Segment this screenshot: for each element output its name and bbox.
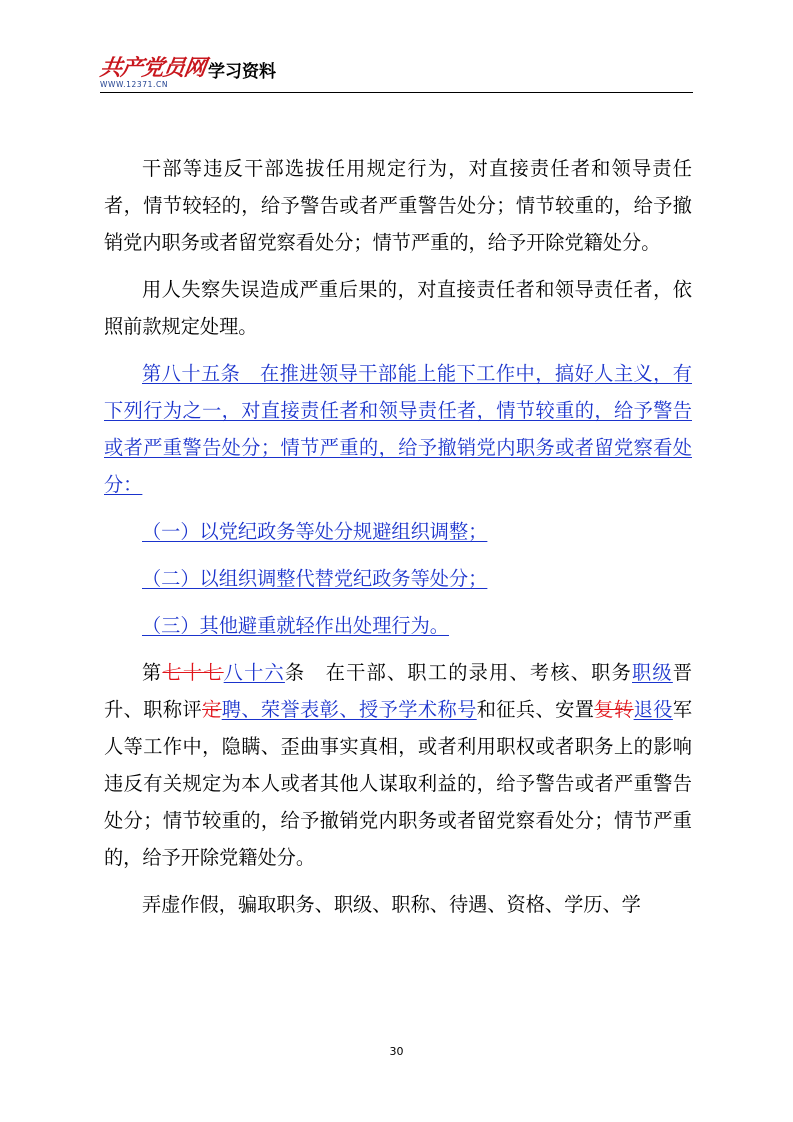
paragraph: [104, 355, 692, 503]
paragraph-gap: [104, 597, 692, 607]
body-text: 条 在干部、职工的录用、考核、职务: [284, 661, 632, 684]
page-header: [100, 56, 693, 93]
paragraph-gap: [104, 876, 692, 886]
body-text: 军人等工作中，隐瞒、歪曲事实真相，或者利用职权或者职务上的影响违反有关规定为本人或者其他人谋取利益的，给予警告或者严重警告处分；情节较重的，给予撤销党内职务或者留党察看处分；情节严重的，给予开除党籍处分。: [104, 698, 693, 869]
paragraph: [104, 607, 692, 644]
document-body: [104, 150, 692, 923]
body-text: 晋升、职称评: [104, 661, 693, 721]
inserted-text: （三）其他避重就轻作出处理行为。: [142, 614, 449, 637]
body-text: 第: [142, 661, 163, 684]
paragraph-gap: [104, 550, 692, 560]
paragraph: [104, 560, 692, 597]
paragraph-gap: [104, 644, 692, 654]
inserted-text: （二）以组织调整代替党纪政务等处分；: [142, 567, 488, 590]
deleted-text: 复转: [594, 698, 634, 721]
paragraph: [104, 271, 692, 345]
header-label: 学习资料: [208, 62, 276, 82]
inserted-text: 职级: [632, 661, 673, 684]
site-logo: 共产党员网: [98, 55, 207, 81]
paragraph-gap: [104, 345, 692, 355]
inserted-text: 聘、荣誉表彰、授予学术称号: [221, 698, 477, 721]
body-text: 和征兵、安置: [476, 698, 595, 721]
site-logo-url: WWW.12371.CN: [100, 80, 169, 89]
deleted-text: 定: [202, 698, 222, 721]
page-number: 30: [389, 1045, 404, 1058]
body-text: 用人失察失误造成严重后果的，对直接责任者和领导责任者，依照前款规定处理。: [104, 278, 692, 338]
paragraph: [104, 654, 692, 876]
paragraph-gap: [104, 261, 692, 271]
inserted-text: 第八十五条 在推进领导干部能上能下工作中，搞好人主义，有下列行为之一，对直接责任者和领导责任者，情节较重的，给予警告或者严重警告处分；情节严重的，给予撤销党内职务或者留党察看处分：: [104, 362, 692, 496]
body-text: 弄虚作假，骗取职务、职级、职称、待遇、资格、学历、学: [142, 893, 641, 916]
body-text: 干部等违反干部选拔任用规定行为，对直接责任者和领导责任者，情节较轻的，给予警告或者严重警告处分；情节较重的，给予撤销党内职务或者留党察看处分；情节严重的，给予开除党籍处分。: [104, 157, 692, 254]
paragraph-gap: [104, 503, 692, 513]
deleted-text: 七十七: [162, 661, 224, 684]
paragraph: [104, 886, 692, 923]
paragraph: [104, 513, 692, 550]
inserted-text: 八十六: [223, 661, 285, 684]
inserted-text: （一）以党纪政务等处分规避组织调整；: [142, 520, 488, 543]
inserted-text: 退役: [633, 698, 673, 721]
paragraph: [104, 150, 692, 261]
